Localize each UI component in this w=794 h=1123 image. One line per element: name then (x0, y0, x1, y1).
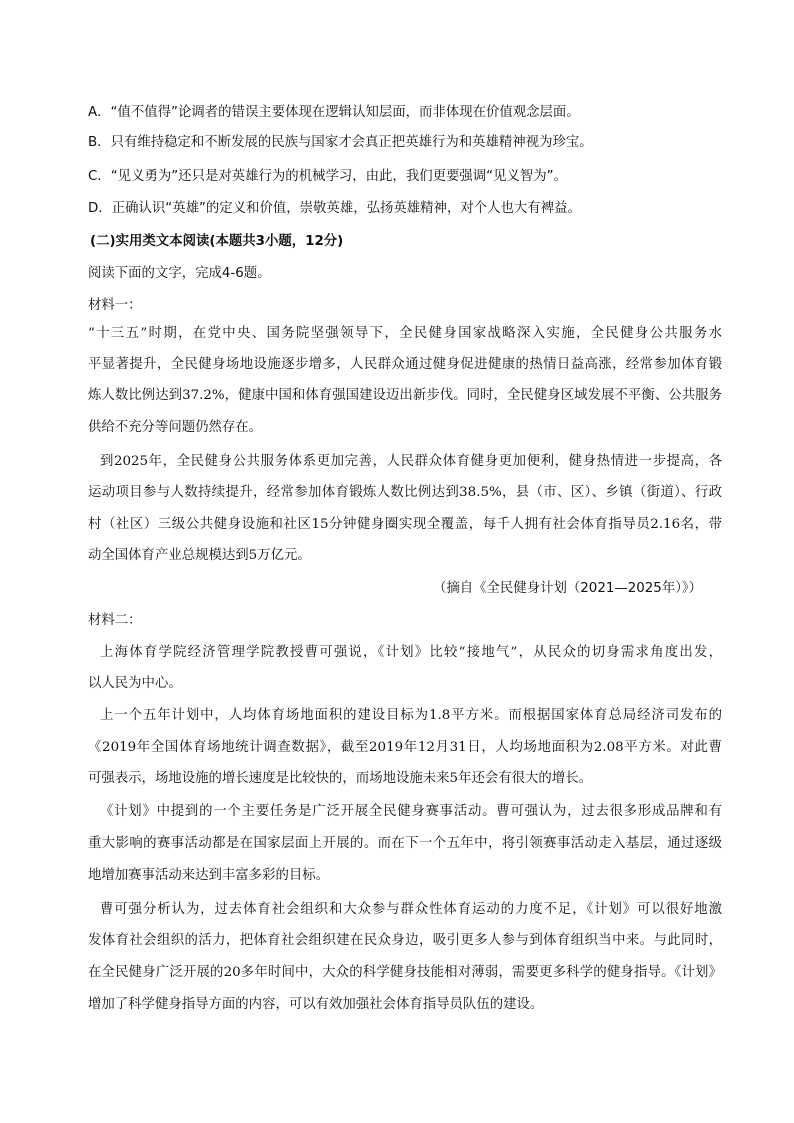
option-b: B．只有维持稳定和不断发展的民族与国家才会真正把英雄行为和英雄精神视为珍宝。 (88, 135, 593, 150)
material2-p2-line2: 《2019年全国体育场地统计调查数据》，截至2019年12月31日，人均场地面积为2.08平方米。对此曹 (88, 740, 722, 755)
material2-p3-line2: 重大影响的赛事活动都是在国家层面上开展的。而在下一个五年中，将引领赛事活动走入基层，通过逐级 (88, 836, 722, 851)
material1-p1-line3: 炼人数比例达到37.2%，健康中国和体育强国建设迈出新步伐。同时，全民健身区域发展不平衡、公共服务 (88, 388, 722, 403)
material2-p4-line1: 曹可强分析认为，过去体育社会组织和大众参与群众性体育运动的力度不足，《计划》可以很好地激 (100, 902, 722, 917)
option-a: A．“值不值得”论调者的错误主要体现在逻辑认知层面，而非体现在价值观念层面。 (88, 105, 580, 120)
section-instruction: 阅读下面的文字，完成4-6题。 (88, 266, 271, 281)
material2-p3-line3: 地增加赛事活动来达到丰富多彩的目标。 (88, 868, 330, 883)
material2-p1-line2: 以人民为中心。 (88, 676, 182, 691)
material2-p2-line3: 可强表示，场地设施的增长速度是比较快的，而场地设施未来5年还会有很大的增长。 (88, 771, 592, 786)
material1-p1-line2: 平显著提升，全民健身场地设施逐步增多，人民群众通过健身促进健康的热情日益高涨，经常参加体育锻 (88, 357, 722, 372)
material2-p4-line3: 在全民健身广泛开展的20多年时间中，大众的科学健身技能相对薄弱，需要更多科学的健身指导。《计划》 (88, 965, 722, 980)
material2-p1-line1: 上海体育学院经济管理学院教授曹可强说，《计划》比较“接地气”，从民众的切身需求角度出发， (100, 645, 722, 660)
option-d: D．正确认识“英雄”的定义和价值，崇敬英雄，弘扬英雄精神，对个人也大有裨益。 (88, 201, 581, 216)
material1-p1-line1: “十三五”时期，在党中央、国务院坚强领导下，全民健身国家战略深入实施，全民健身公共服务水 (88, 326, 722, 341)
material1-p1-line4: 供给不充分等问题仍然存在。 (88, 420, 263, 435)
material1-p2-line2: 运动项目参与人数持续提升，经常参加体育锻炼人数比例达到38.5%，县（市、区）、乡镇（街道）、行政 (88, 485, 722, 500)
section-heading: (二)实用类文本阅读(本题共3小题，12分) (90, 234, 344, 249)
material1-p2-line1: 到2025年，全民健身公共服务体系更加完善，人民群众体育健身更加便利，健身热情进一步提高，各 (100, 454, 722, 469)
material2-p4-line4: 增加了科学健身指导方面的内容，可以有效加强社会体育指导员队伍的建设。 (88, 997, 544, 1012)
material1-p2-line4: 动全国体育产业总规模达到5万亿元。 (88, 548, 311, 563)
option-c: C．“见义勇为”还只是对英雄行为的机械学习，由此，我们更要强调“见义智为”。 (88, 169, 567, 184)
material2-p3-line1: 《计划》中提到的一个主要任务是广泛开展全民健身赛事活动。曹可强认为，过去很多形成品牌和有 (100, 804, 722, 819)
material2-p4-line2: 发体育社会组织的活力，把体育社会组织建在民众身边，吸引更多人参与到体育组织当中来。与此同时， (88, 933, 722, 948)
material1-label: 材料一： (88, 298, 142, 313)
material1-p2-line3: 村（社区）三级公共健身设施和社区15分钟健身圈实现全覆盖，每千人拥有社会体育指导员2.16名，带 (88, 517, 722, 532)
material2-label: 材料二： (88, 613, 142, 628)
material2-p2-line1: 上一个五年计划中，人均体育场地面积的建设目标为1.8平方米。而根据国家体育总局经济司发布的 (100, 708, 722, 723)
material1-source: （摘自《全民健身计划（2021—2025年）》） (432, 581, 702, 596)
